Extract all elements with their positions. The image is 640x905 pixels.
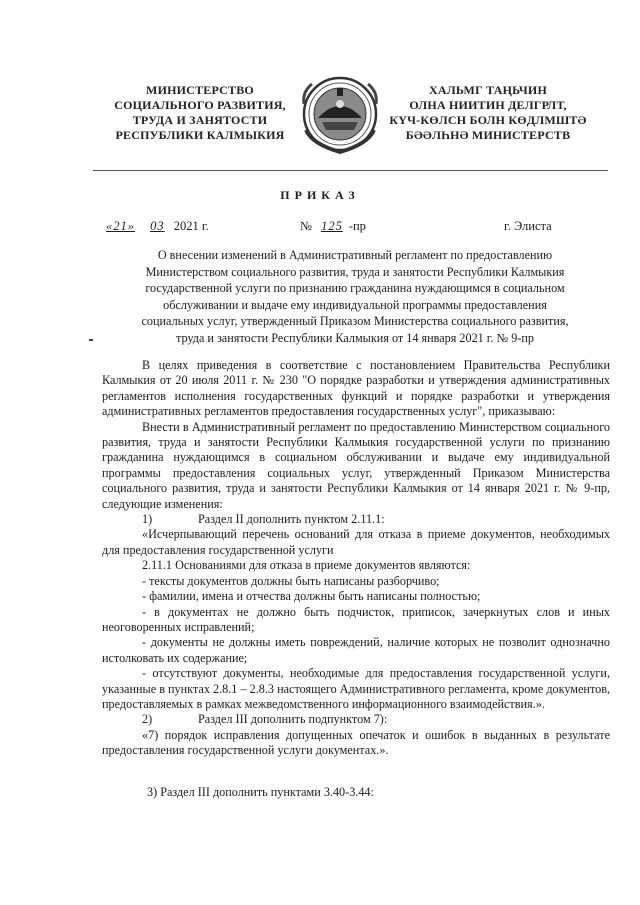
bullet-item: - документы не должны иметь повреждений, наличие которых не позволит однозначно истолковать их содержание; — [102, 635, 610, 665]
bullet-item: - в документах не должно быть подчисток, приписок, зачеркнутых слов и иных неоговоренных исправлений; — [102, 604, 610, 634]
margin-mark — [89, 339, 93, 341]
item-1 — [102, 512, 610, 527]
ministry-name-line: ОЛНА НИИТИН ДЕЛГРЛТ, — [409, 98, 567, 112]
subject-line: О внесении изменений в Административный регламент по предоставлению — [157, 248, 553, 262]
ministry-name-line: БӘӘЛҺНӘ МИНИСТЕРСТВ — [405, 128, 571, 142]
order-date-year: 2021 г. — [173, 219, 209, 233]
ministry-name-line: КҮЧ-КӨЛСН БОЛН КӨДЛМШТӘ — [389, 113, 587, 127]
subject-line: социальных услуг, утвержденный Приказом Министерства социального развития, — [141, 314, 569, 328]
ministry-name-line: РЕСПУБЛИКИ КАЛМЫКИЯ — [115, 128, 285, 142]
header-divider — [93, 170, 608, 171]
ministry-name-line: ХАЛЬМГ ТАҢЬЧИН — [429, 83, 547, 97]
clause-2-11-1: 2.11.1 Основаниями для отказа в приеме документов являются: — [142, 558, 471, 573]
subject-line: Министерством социального развития, труда и занятости Республики Калмыкия — [145, 264, 565, 279]
order-number-prefix: № — [300, 219, 312, 233]
order-number-suffix: -пр — [348, 219, 366, 233]
item-3: 3) Раздел III дополнить пунктами 3.40-3.44: — [147, 784, 374, 799]
bullet-item: - отсутствуют документы, необходимые для предоставления государственной услуги, указанные в пунктах 2.8.1 – 2.8.3 настоящего Административного регламента, кроме документов, предоставляемых в рамках межведомственного информационного взаимодействия.». — [102, 666, 610, 711]
preamble-paragraph: В целях приведения в соответствие с постановлением Правительства Республики Калмыкия от 20 июля 2011 г. № 230 "О порядке разработки и утверждения административных регламентов исполнения государственных функций и порядке разработки и утверждения административных регламентов предоставления государственных услуг", приказываю: — [102, 358, 610, 419]
item-2-number: 2) — [142, 712, 153, 727]
coat-of-arms-emblem — [300, 74, 380, 156]
item-2 — [102, 712, 610, 727]
order-subject — [100, 247, 610, 346]
ministry-name-line: ТРУДА И ЗАНЯТОСТИ — [132, 113, 268, 127]
item-1-number: 1) — [142, 512, 153, 527]
order-body — [102, 358, 610, 800]
order-number — [300, 219, 366, 234]
bullet-item: - фамилии, имена и отчества должны быть написаны полностью; — [142, 589, 481, 604]
quote-2: «7) порядок исправления допущенных опечаток и ошибок в выданных в результате предоставления государственной услуги документах.». — [102, 727, 610, 758]
subject-line: обслуживании и выдаче ему индивидуальной программы предоставления — [163, 297, 547, 312]
ministry-name-line: СОЦИАЛЬНОГО РАЗВИТИЯ, — [114, 98, 286, 112]
bullet-item: - тексты документов должны быть написаны разборчиво; — [142, 573, 440, 588]
item-2-text: Раздел III дополнить подпунктом 7): — [198, 712, 388, 727]
order-city: г. Элиста — [504, 219, 552, 233]
order-date-month: 03 — [150, 219, 165, 233]
item-1-text: Раздел II дополнить пунктом 2.11.1: — [198, 512, 385, 527]
order-number-value: 125 — [321, 219, 343, 233]
ministry-name-russian — [100, 83, 300, 143]
order-intro-paragraph: Внести в Административный регламент по предоставлению Министерством социального развития, труда и занятости Республики Калмыкия государственной услуги по признанию гражданина нуждающимся в социальном обслуживании и выдаче ему индивидуальной программы предоставления социальных услуг, утвержденный Приказом Министерства социального развития, труда и занятости Республики Калмыкия от 14 января 2021 г. № 9-пр, следующие изменения: — [102, 419, 610, 511]
ministry-name-line: МИНИСТЕРСТВО — [146, 83, 254, 97]
quote-1: «Исчерпывающий перечень оснований для отказа в приеме документов, необходимых для предоставления государственной услуги — [102, 527, 610, 557]
order-date-day: «21» — [106, 219, 135, 233]
subject-line: труда и занятости Республики Калмыкия от 14 января 2021 г. № 9-пр — [176, 330, 534, 345]
order-date — [100, 219, 209, 234]
document-type-title: ПРИКАЗ — [280, 188, 360, 202]
subject-line: государственной услуги по признанию гражданина нуждающимся в социальном — [145, 281, 565, 295]
ministry-name-kalmyk — [378, 83, 598, 143]
